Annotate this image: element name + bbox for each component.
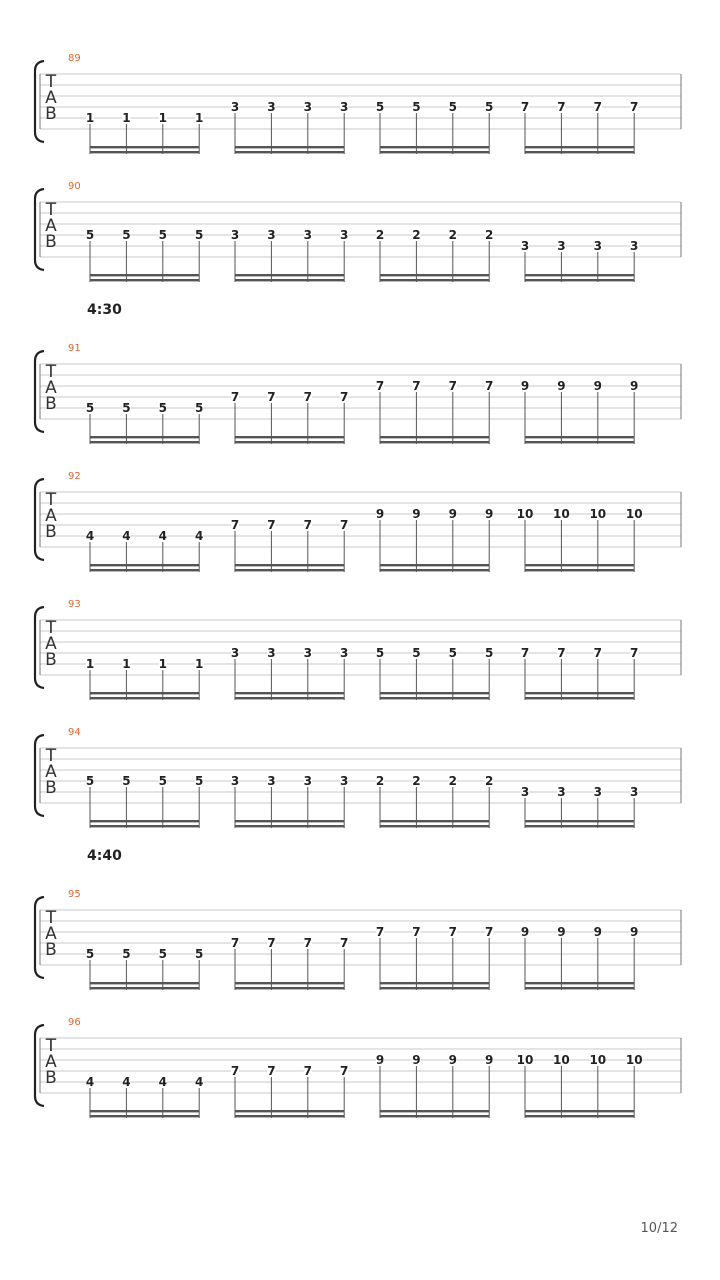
fret-number: 10 — [516, 507, 534, 521]
fret-number: 7 — [593, 646, 602, 660]
beam — [90, 697, 199, 699]
beam — [380, 274, 489, 276]
fret-number: 4 — [122, 529, 131, 543]
fret-number: 3 — [520, 239, 530, 253]
tab-clef-letter: A — [45, 88, 57, 108]
beam — [90, 441, 199, 443]
fret-number: 7 — [485, 379, 494, 393]
beam — [525, 987, 634, 989]
beam — [235, 151, 344, 153]
fret-number: 5 — [158, 774, 167, 788]
fret-number: 3 — [267, 646, 276, 660]
fret-number: 4 — [158, 529, 167, 543]
fret-number: 9 — [485, 1053, 494, 1067]
beam — [380, 1115, 489, 1117]
fret-number: 5 — [485, 100, 494, 114]
fret-number: 1 — [122, 111, 131, 125]
tab-clef-letter: A — [45, 378, 57, 398]
beam — [525, 820, 634, 822]
fret-number: 7 — [230, 1064, 240, 1078]
measure-number: 94 — [68, 727, 81, 738]
fret-number: 5 — [195, 228, 204, 242]
fret-number: 9 — [520, 379, 530, 393]
fret-number: 9 — [520, 925, 530, 939]
beam — [525, 151, 634, 153]
fret-number: 5 — [375, 100, 385, 114]
tab-clef-letter: T — [45, 490, 57, 510]
beam — [380, 151, 489, 153]
fret-number: 7 — [340, 936, 349, 950]
fret-number: 4 — [158, 1075, 167, 1089]
beam — [235, 987, 344, 989]
tab-clef-letter: B — [45, 522, 57, 542]
beam — [380, 692, 489, 694]
fret-number: 7 — [303, 1064, 312, 1078]
measure-number: 92 — [68, 471, 81, 482]
beam — [525, 692, 634, 694]
beam — [90, 151, 199, 153]
fret-number: 9 — [593, 925, 602, 939]
fret-number: 3 — [267, 100, 276, 114]
fret-number: 5 — [158, 228, 167, 242]
tab-clef-letter: T — [45, 908, 57, 928]
beam — [525, 146, 634, 148]
beam — [90, 982, 199, 984]
fret-number: 3 — [267, 228, 276, 242]
tab-clef-letter: T — [45, 200, 57, 220]
beam — [525, 436, 634, 438]
fret-number: 9 — [557, 379, 566, 393]
beam — [525, 564, 634, 566]
fret-number: 3 — [630, 239, 639, 253]
beam — [235, 825, 344, 827]
beam — [235, 279, 344, 281]
beam — [525, 569, 634, 571]
fret-number: 5 — [375, 646, 385, 660]
fret-number: 5 — [412, 100, 421, 114]
fret-number: 5 — [85, 401, 95, 415]
tab-clef-letter: A — [45, 924, 57, 944]
fret-number: 7 — [230, 518, 240, 532]
fret-number: 5 — [85, 774, 95, 788]
fret-number: 3 — [593, 785, 602, 799]
fret-number: 7 — [340, 518, 349, 532]
fret-number: 10 — [589, 1053, 607, 1067]
fret-number: 7 — [267, 518, 276, 532]
beam — [380, 987, 489, 989]
fret-number: 5 — [448, 646, 457, 660]
fret-number: 2 — [485, 774, 494, 788]
fret-number: 7 — [230, 936, 240, 950]
beam — [90, 146, 199, 148]
fret-number: 2 — [412, 228, 421, 242]
fret-number: 7 — [375, 925, 385, 939]
fret-number: 1 — [158, 111, 167, 125]
fret-number: 1 — [158, 657, 167, 671]
beam — [90, 1115, 199, 1117]
tab-clef-letter: A — [45, 762, 57, 782]
fret-number: 2 — [448, 774, 457, 788]
fret-number: 9 — [593, 379, 602, 393]
fret-number: 3 — [267, 774, 276, 788]
fret-number: 5 — [195, 774, 204, 788]
fret-number: 7 — [303, 936, 312, 950]
fret-number: 10 — [589, 507, 607, 521]
fret-number: 7 — [630, 646, 639, 660]
fret-number: 3 — [340, 100, 349, 114]
fret-number: 1 — [85, 657, 95, 671]
tab-clef-letter: T — [45, 618, 57, 638]
fret-number: 1 — [195, 111, 204, 125]
fret-number: 5 — [85, 947, 95, 961]
fret-number: 3 — [520, 785, 530, 799]
beam — [90, 279, 199, 281]
fret-number: 4 — [122, 1075, 131, 1089]
fret-number: 5 — [122, 947, 131, 961]
beam — [380, 820, 489, 822]
beam — [525, 279, 634, 281]
fret-number: 7 — [303, 518, 312, 532]
fret-number: 7 — [448, 379, 457, 393]
beam — [235, 569, 344, 571]
fret-number: 7 — [267, 1064, 276, 1078]
fret-number: 3 — [557, 785, 566, 799]
beam — [235, 564, 344, 566]
fret-number: 5 — [122, 774, 131, 788]
fret-number: 5 — [412, 646, 421, 660]
tab-clef-letter: B — [45, 394, 57, 414]
beam — [380, 569, 489, 571]
fret-number: 2 — [448, 228, 457, 242]
beam — [90, 569, 199, 571]
beam — [525, 274, 634, 276]
fret-number: 9 — [412, 1053, 421, 1067]
fret-number: 9 — [485, 507, 494, 521]
fret-number: 7 — [557, 646, 566, 660]
beam — [380, 279, 489, 281]
fret-number: 3 — [303, 100, 312, 114]
fret-number: 7 — [230, 390, 240, 404]
fret-number: 10 — [625, 507, 643, 521]
fret-number: 5 — [122, 401, 131, 415]
fret-number: 9 — [375, 1053, 385, 1067]
fret-number: 7 — [412, 925, 421, 939]
tab-clef-letter: A — [45, 216, 57, 236]
beam — [235, 820, 344, 822]
fret-number: 3 — [340, 646, 349, 660]
fret-number: 4 — [85, 529, 95, 543]
beam — [235, 436, 344, 438]
fret-number: 7 — [630, 100, 639, 114]
measure-number: 90 — [68, 181, 81, 192]
fret-number: 5 — [448, 100, 457, 114]
beam — [235, 692, 344, 694]
tab-clef-letter: B — [45, 940, 57, 960]
beam — [525, 441, 634, 443]
beam — [380, 436, 489, 438]
beam — [380, 825, 489, 827]
fret-number: 7 — [520, 646, 530, 660]
fret-number: 4 — [195, 529, 204, 543]
fret-number: 1 — [122, 657, 131, 671]
fret-number: 5 — [195, 401, 204, 415]
beam — [90, 820, 199, 822]
beam — [525, 1115, 634, 1117]
beam — [90, 436, 199, 438]
fret-number: 7 — [267, 390, 276, 404]
fret-number: 7 — [593, 100, 602, 114]
fret-number: 5 — [158, 401, 167, 415]
tab-clef-letter: T — [45, 72, 57, 92]
beam — [90, 692, 199, 694]
fret-number: 2 — [485, 228, 494, 242]
tab-clef-letter: B — [45, 778, 57, 798]
fret-number: 4 — [85, 1075, 95, 1089]
beam — [90, 987, 199, 989]
tab-clef-letter: B — [45, 650, 57, 670]
tab-clef-letter: B — [45, 104, 57, 124]
fret-number: 3 — [593, 239, 602, 253]
beam — [235, 274, 344, 276]
tab-clef-letter: B — [45, 232, 57, 252]
beam — [380, 146, 489, 148]
fret-number: 5 — [195, 947, 204, 961]
fret-number: 9 — [375, 507, 385, 521]
fret-number: 9 — [630, 925, 639, 939]
fret-number: 7 — [485, 925, 494, 939]
fret-number: 5 — [85, 228, 95, 242]
fret-number: 2 — [375, 774, 385, 788]
beam — [235, 697, 344, 699]
fret-number: 9 — [557, 925, 566, 939]
beam — [90, 1110, 199, 1112]
beam — [525, 697, 634, 699]
fret-number: 7 — [520, 100, 530, 114]
measure-number: 89 — [68, 53, 81, 64]
beam — [235, 982, 344, 984]
beam — [525, 825, 634, 827]
fret-number: 3 — [340, 228, 349, 242]
fret-number: 3 — [230, 100, 240, 114]
fret-number: 10 — [553, 1053, 570, 1067]
tab-clef-letter: T — [45, 1036, 57, 1056]
fret-number: 10 — [625, 1053, 643, 1067]
beam — [235, 441, 344, 443]
tab-clef-letter: A — [45, 506, 57, 526]
fret-number: 3 — [230, 646, 240, 660]
fret-number: 7 — [557, 100, 566, 114]
beam — [90, 564, 199, 566]
beam — [235, 146, 344, 148]
tempo-marker: 4:30 — [87, 302, 122, 318]
fret-number: 3 — [230, 228, 240, 242]
beam — [525, 982, 634, 984]
beam — [90, 274, 199, 276]
tab-clef-letter: T — [45, 362, 57, 382]
fret-number: 3 — [340, 774, 349, 788]
fret-number: 9 — [412, 507, 421, 521]
beam — [380, 697, 489, 699]
beam — [90, 825, 199, 827]
fret-number: 9 — [448, 507, 457, 521]
measure-number: 95 — [68, 889, 81, 900]
fret-number: 5 — [485, 646, 494, 660]
measure-number: 96 — [68, 1017, 81, 1028]
measure-number: 91 — [68, 343, 81, 354]
fret-number: 3 — [303, 228, 312, 242]
fret-number: 3 — [630, 785, 639, 799]
beam — [380, 1110, 489, 1112]
fret-number: 7 — [375, 379, 385, 393]
tab-clef-letter: A — [45, 634, 57, 654]
beam — [525, 1110, 634, 1112]
fret-number: 4 — [195, 1075, 204, 1089]
fret-number: 1 — [85, 111, 95, 125]
fret-number: 5 — [122, 228, 131, 242]
fret-number: 9 — [448, 1053, 457, 1067]
fret-number: 5 — [158, 947, 167, 961]
fret-number: 10 — [553, 507, 570, 521]
fret-number: 10 — [516, 1053, 534, 1067]
fret-number: 9 — [630, 379, 639, 393]
fret-number: 7 — [412, 379, 421, 393]
fret-number: 7 — [340, 390, 349, 404]
beam — [380, 982, 489, 984]
fret-number: 7 — [267, 936, 276, 950]
tab-clef-letter: T — [45, 746, 57, 766]
beam — [380, 441, 489, 443]
fret-number: 7 — [340, 1064, 349, 1078]
beam — [235, 1115, 344, 1117]
fret-number: 2 — [375, 228, 385, 242]
tab-clef-letter: B — [45, 1068, 57, 1088]
tab-clef-letter: A — [45, 1052, 57, 1072]
fret-number: 2 — [412, 774, 421, 788]
fret-number: 7 — [303, 390, 312, 404]
fret-number: 1 — [195, 657, 204, 671]
beam — [380, 564, 489, 566]
page-number: 10/12 — [640, 1221, 678, 1236]
fret-number: 3 — [230, 774, 240, 788]
fret-number: 3 — [303, 646, 312, 660]
fret-number: 7 — [448, 925, 457, 939]
fret-number: 3 — [303, 774, 312, 788]
tempo-marker: 4:40 — [87, 848, 122, 864]
beam — [235, 1110, 344, 1112]
fret-number: 3 — [557, 239, 566, 253]
measure-number: 93 — [68, 599, 81, 610]
